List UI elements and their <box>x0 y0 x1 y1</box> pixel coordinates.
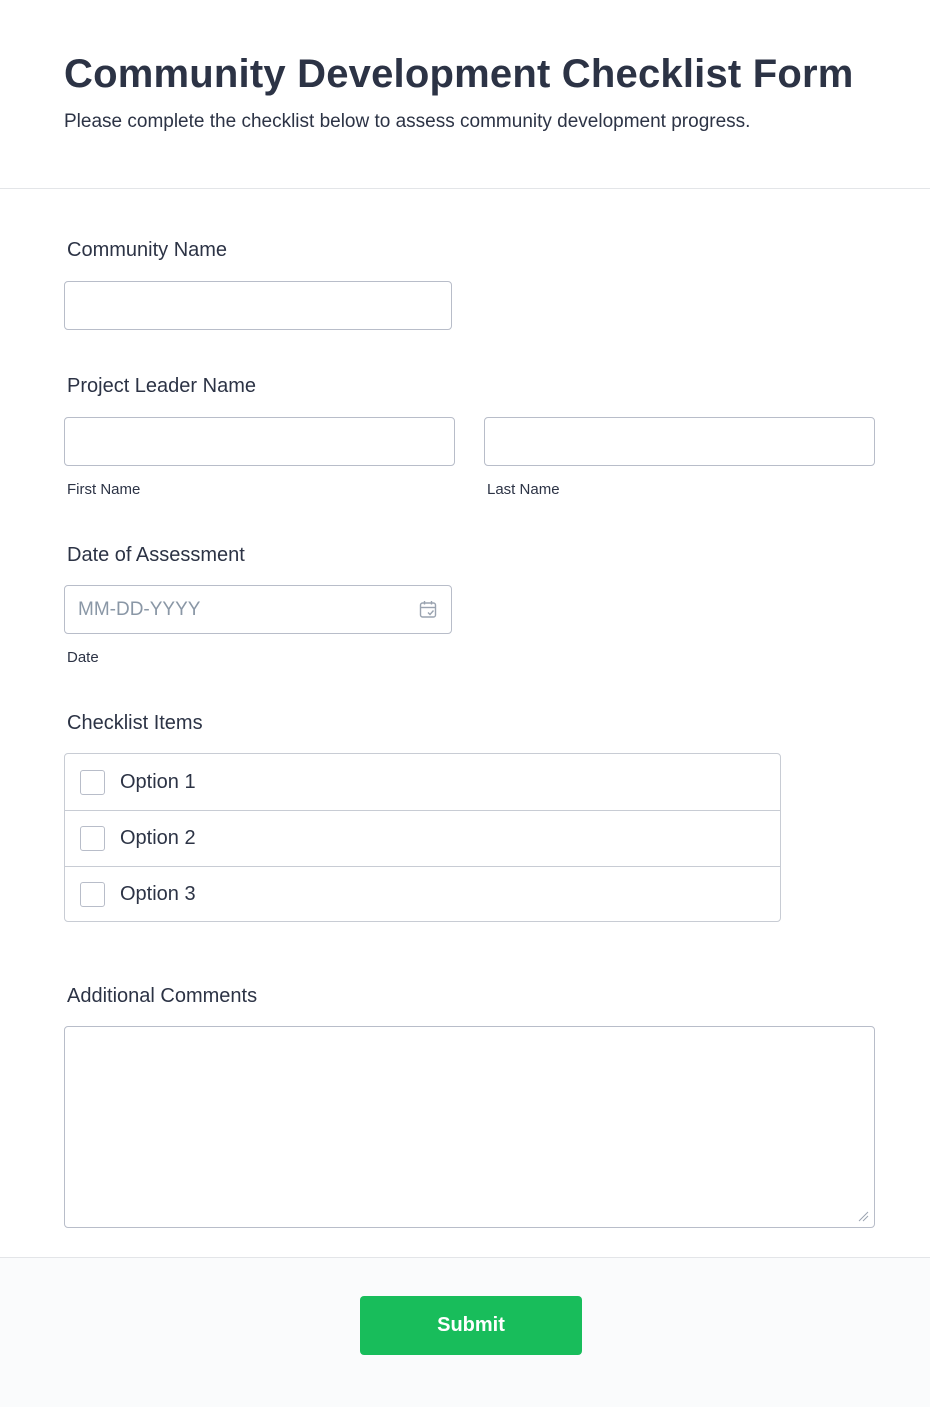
checklist-option-3[interactable] <box>65 866 780 922</box>
checklist-items-label: Checklist Items <box>67 712 203 734</box>
first-name-sublabel: First Name <box>67 481 141 498</box>
checklist-option-2[interactable] <box>65 810 780 866</box>
checkbox[interactable] <box>80 826 105 851</box>
calendar-icon[interactable] <box>419 600 438 619</box>
checkbox[interactable] <box>80 882 105 907</box>
date-of-assessment-label: Date of Assessment <box>67 544 245 566</box>
resize-handle-icon[interactable] <box>858 1211 869 1222</box>
first-name-input[interactable] <box>64 417 455 466</box>
checklist-option-1[interactable] <box>65 754 780 810</box>
last-name-input[interactable] <box>484 417 875 466</box>
page-title: Community Development Checklist Form <box>64 52 854 96</box>
checklist-option-label: Option 1 <box>120 770 196 793</box>
date-input[interactable] <box>64 585 452 634</box>
community-name-input[interactable] <box>64 281 452 330</box>
page-subtitle: Please complete the checklist below to assess community development progress. <box>64 111 751 132</box>
checklist-option-label: Option 3 <box>120 883 196 905</box>
submit-button[interactable]: Submit <box>360 1296 582 1355</box>
additional-comments-label: Additional Comments <box>67 985 258 1007</box>
checklist-option-label: Option 2 <box>120 827 196 849</box>
form-header <box>0 0 930 189</box>
additional-comments-textarea[interactable] <box>64 1026 875 1228</box>
last-name-sublabel: Last Name <box>487 481 560 498</box>
community-name-label: Community Name <box>67 239 228 261</box>
project-leader-label: Project Leader Name <box>67 375 256 397</box>
date-sublabel: Date <box>67 649 99 666</box>
checklist-group <box>64 753 781 922</box>
checkbox[interactable] <box>80 770 105 795</box>
